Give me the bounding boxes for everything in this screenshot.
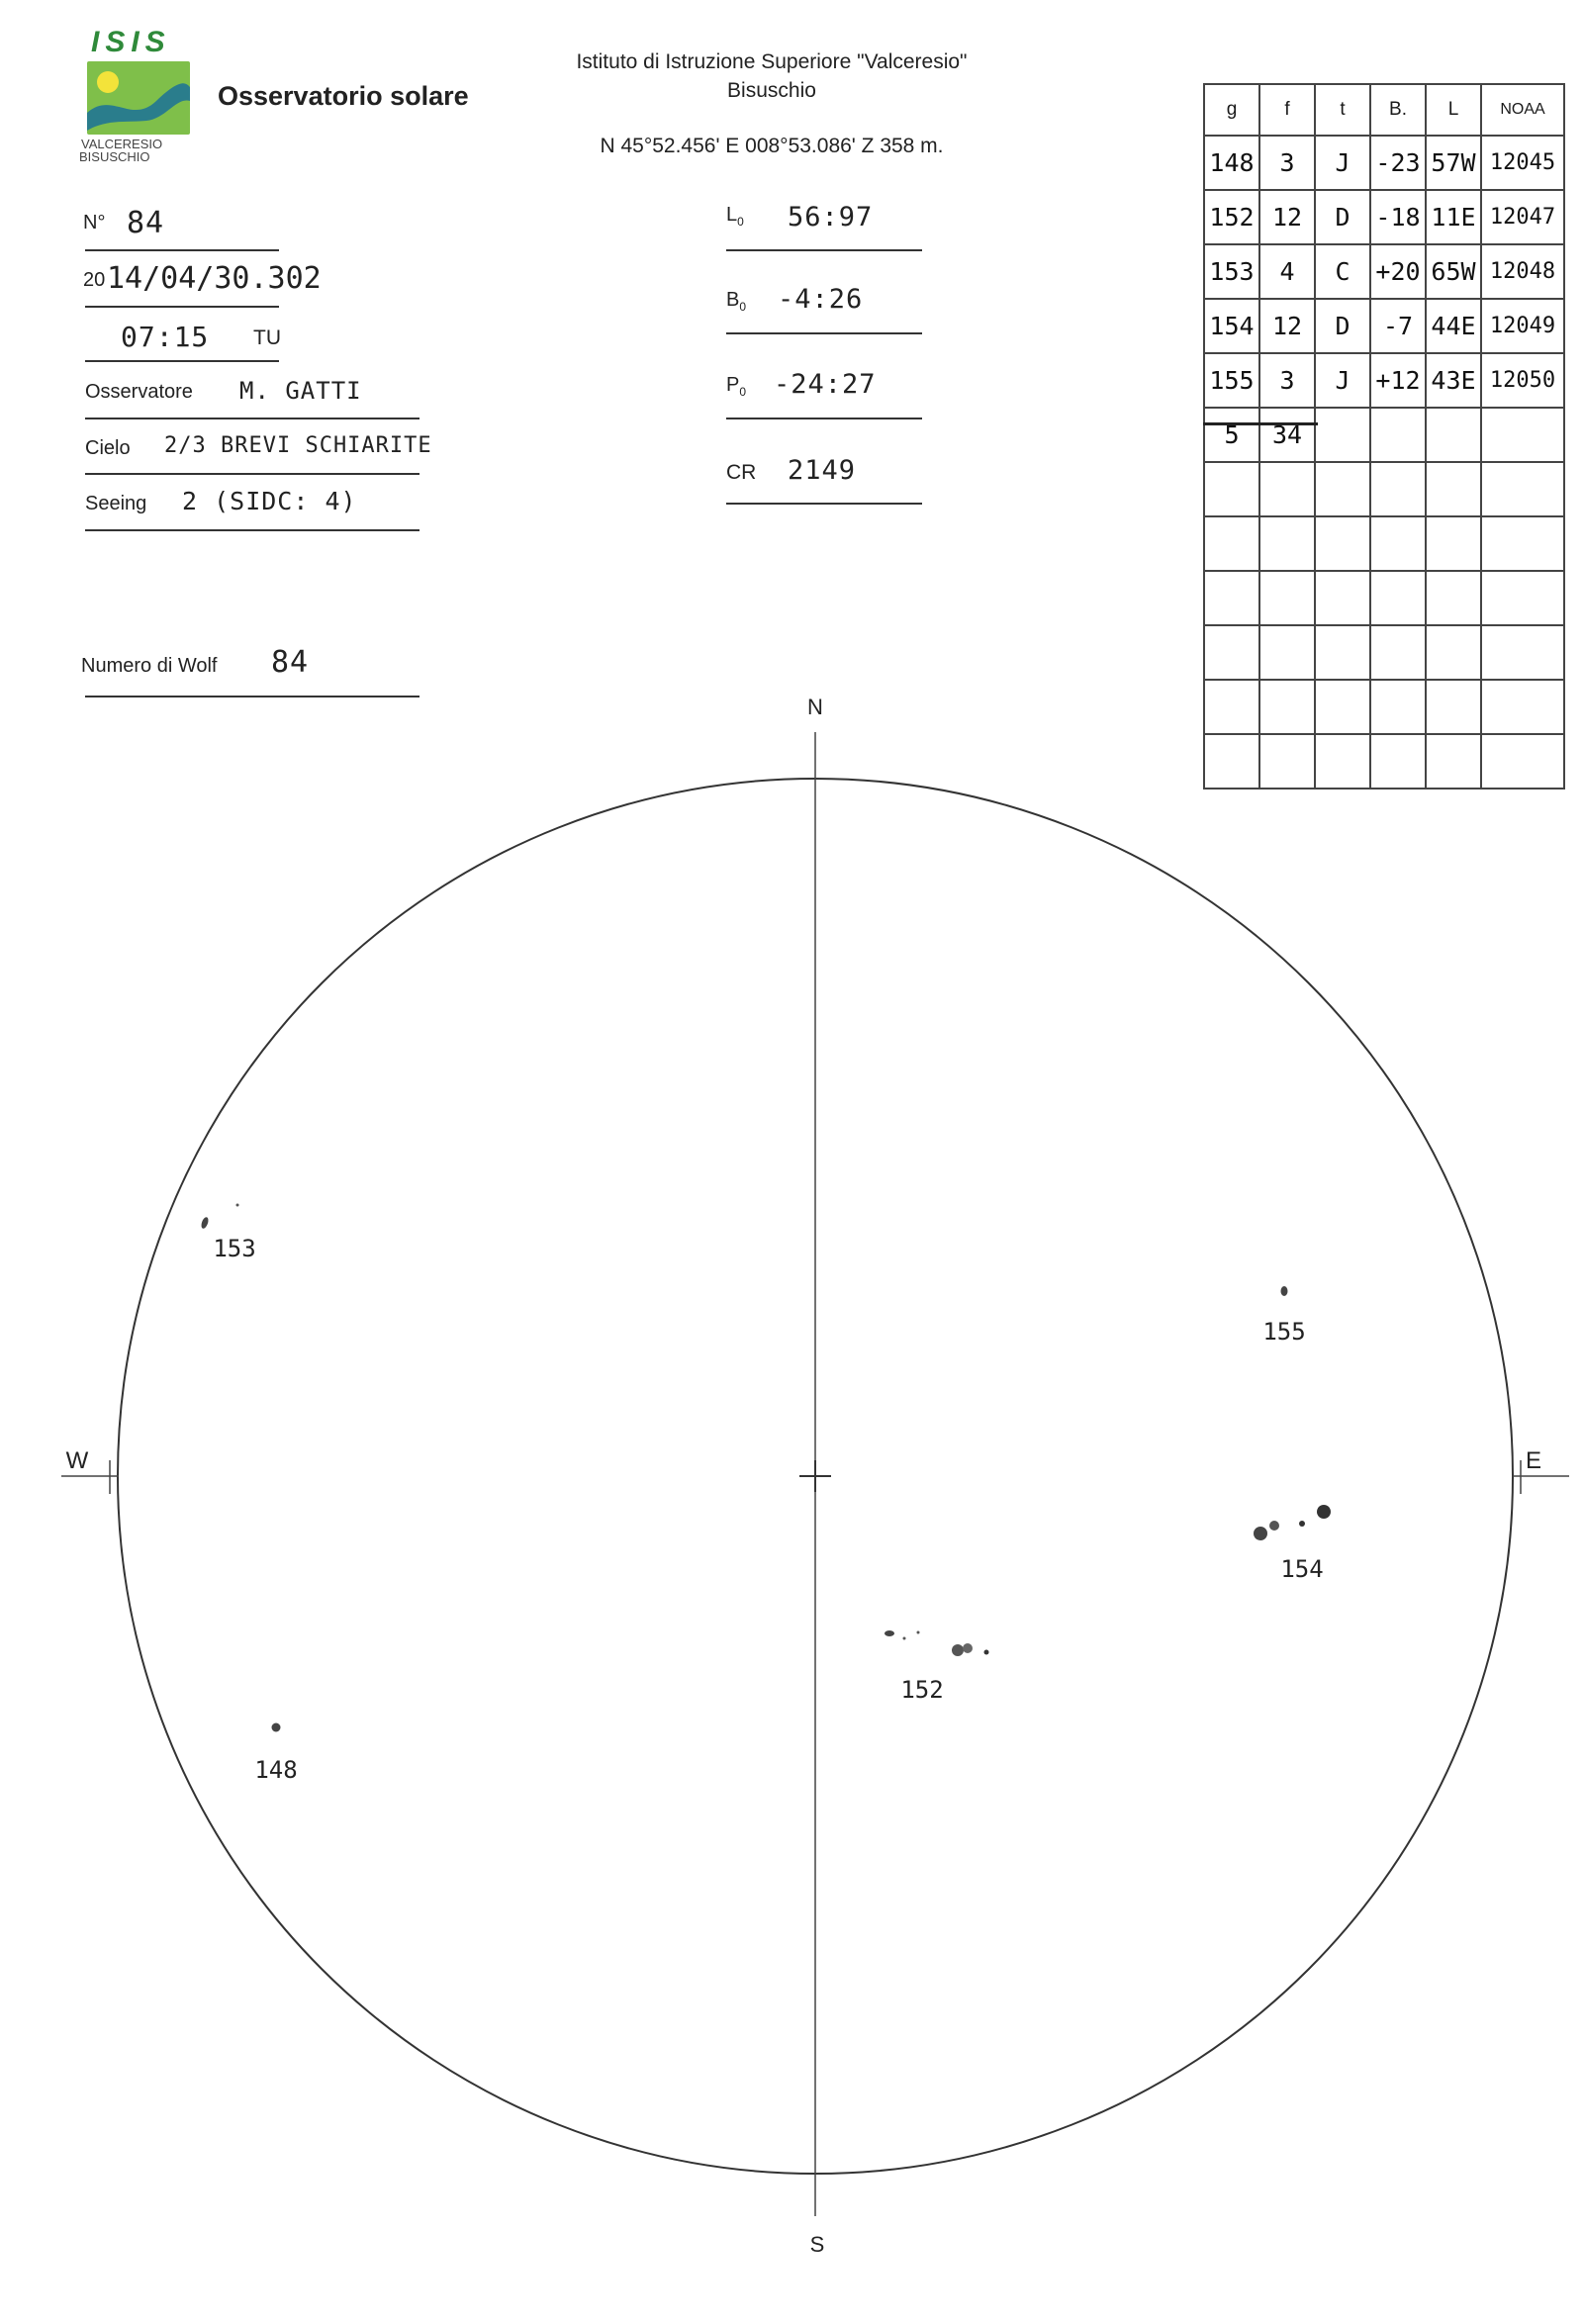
logo-caption-2: BISUSCHIO xyxy=(79,149,150,164)
wolf-label: Numero di Wolf xyxy=(81,655,218,677)
logo-wordmark: ISIS xyxy=(91,26,171,58)
table-cell: -7 xyxy=(1370,299,1426,353)
time-value: 07:15 xyxy=(121,321,210,353)
west-label: W xyxy=(65,1447,89,1474)
table-cell: 43E xyxy=(1426,353,1481,408)
sunspot-154-d xyxy=(1317,1505,1331,1519)
table-cell: D xyxy=(1315,190,1370,244)
table-cell: 34 xyxy=(1259,408,1315,462)
sunspot-154-c xyxy=(1299,1521,1305,1527)
cr-value: 2149 xyxy=(788,455,857,486)
table-cell: 44E xyxy=(1426,299,1481,353)
group-label-148: 148 xyxy=(254,1756,298,1784)
table-cell: 4 xyxy=(1259,244,1315,299)
institute-town: Bisuschio xyxy=(727,79,816,102)
table-cell: 12048 xyxy=(1481,244,1564,299)
group-label-154: 154 xyxy=(1280,1555,1324,1583)
sunspot-152-c xyxy=(917,1631,920,1634)
col-g-header: g xyxy=(1204,84,1259,136)
sunspot-154-a xyxy=(1254,1527,1267,1540)
table-cell: 152 xyxy=(1204,190,1259,244)
l0-label: $L_0$ xyxy=(726,204,744,229)
cr-label: CR xyxy=(726,461,757,484)
table-cell: 12 xyxy=(1259,190,1315,244)
p0-label: $P_0$ xyxy=(726,374,747,399)
site-coordinates: N 45°52.456' E 008°53.086' Z 358 m. xyxy=(600,135,944,157)
seeing-value: 2 (SIDC: 4) xyxy=(182,487,357,515)
group-label-152: 152 xyxy=(900,1676,944,1704)
sunspot-153-b xyxy=(236,1204,239,1207)
sunspot-152-a xyxy=(885,1630,894,1636)
b0-value: -4:26 xyxy=(778,284,864,315)
observer-label: Osservatore xyxy=(85,381,193,403)
observatory-title: Osservatorio solare xyxy=(218,81,469,111)
table-cell: 12047 xyxy=(1481,190,1564,244)
wolf-value: 84 xyxy=(271,645,310,680)
seeing-label: Seeing xyxy=(85,493,147,514)
sunspot-154-b xyxy=(1269,1521,1279,1531)
sky-value: 2/3 BREVI SCHIARITE xyxy=(164,433,432,458)
b0-label: $B_0$ xyxy=(726,289,747,314)
col-b-header: B. xyxy=(1370,84,1426,136)
table-cell: J xyxy=(1315,136,1370,190)
number-label: N° xyxy=(83,212,106,233)
table-cell: 5 xyxy=(1204,408,1259,462)
sunspot-152-f xyxy=(984,1650,989,1655)
table-cell: -23 xyxy=(1370,136,1426,190)
logo-caption-1: VALCERESIO xyxy=(81,137,163,151)
table-cell: +20 xyxy=(1370,244,1426,299)
col-f-header: f xyxy=(1259,84,1315,136)
table-cell: C xyxy=(1315,244,1370,299)
table-cell: +12 xyxy=(1370,353,1426,408)
table-cell: 12 xyxy=(1259,299,1315,353)
table-cell: 11E xyxy=(1426,190,1481,244)
time-unit: TU xyxy=(253,326,281,349)
table-cell: 65W xyxy=(1426,244,1481,299)
sunspot-152-b xyxy=(903,1637,906,1640)
sunspot-155 xyxy=(1281,1286,1288,1296)
l0-value: 56:97 xyxy=(788,202,874,232)
group-label-153: 153 xyxy=(213,1235,256,1262)
table-cell: -18 xyxy=(1370,190,1426,244)
date-prefix: 20 xyxy=(83,269,106,291)
table-cell: 153 xyxy=(1204,244,1259,299)
col-noaa-header: NOAA xyxy=(1481,84,1564,136)
table-cell: 57W xyxy=(1426,136,1481,190)
south-label: S xyxy=(809,2232,825,2257)
table-cell: 155 xyxy=(1204,353,1259,408)
p0-value: -24:27 xyxy=(774,369,877,400)
date-value: 14/04/30.302 xyxy=(107,261,322,296)
table-cell: 12045 xyxy=(1481,136,1564,190)
institute-name: Istituto di Istruzione Superiore "Valceresio" xyxy=(576,50,968,73)
sunspot-152-e xyxy=(963,1643,973,1653)
table-cell: 3 xyxy=(1259,353,1315,408)
table-cell: 12050 xyxy=(1481,353,1564,408)
sunspot-152-d xyxy=(952,1644,964,1656)
table-cell: J xyxy=(1315,353,1370,408)
table-cell: 154 xyxy=(1204,299,1259,353)
col-t-header: t xyxy=(1315,84,1370,136)
table-cell: 148 xyxy=(1204,136,1259,190)
group-label-155: 155 xyxy=(1262,1318,1306,1346)
east-label: E xyxy=(1525,1447,1542,1474)
sunspot-153-a xyxy=(200,1216,210,1229)
col-l-header: L xyxy=(1426,84,1481,136)
sky-label: Cielo xyxy=(85,437,131,459)
north-label: N xyxy=(807,695,823,719)
sunspot-148 xyxy=(272,1723,281,1732)
table-cell: D xyxy=(1315,299,1370,353)
number-value: 84 xyxy=(127,206,165,240)
observer-value: M. GATTI xyxy=(239,377,362,405)
table-cell: 12049 xyxy=(1481,299,1564,353)
table-cell: 3 xyxy=(1259,136,1315,190)
